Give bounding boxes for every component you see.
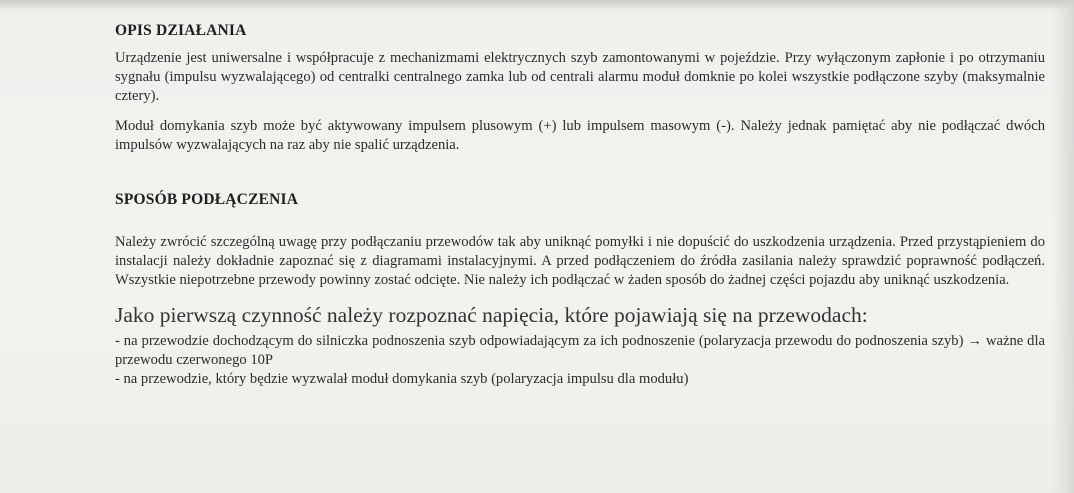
section-heading-sposob: SPOSÓB PODŁĄCZENIA: [115, 191, 299, 208]
voltage-list: [115, 332, 1045, 389]
paragraph-opis-1: Urządzenie jest uniwersalne i współpracuje z mechanizmami elektrycznych szyb zamontowanymi w pojeździe. Przy wyłączonym zapłonie i po otrzymaniu sygnału (impulsu wyzwalającego) od centralki centralnego zamka lub od centrali alarmu moduł domknie po kolei wszystkie podłączone szyby (maksymalnie cztery).: [115, 50, 1045, 104]
paragraph-opis-2: Moduł domykania szyb może być aktywowany impulsem plusowym (+) lub impulsem masowym (-). Należy jednak pamiętać aby nie podłączać dwóch impulsów wyzwalających na raz aby nie spalić urządzenia.: [115, 118, 1045, 153]
paragraph-sposob: Należy zwrócić szczególną uwagę przy podłączaniu przewodów tak aby uniknąć pomyłki i nie dopuścić do uszkodzenia urządzenia. Przed przystąpieniem do instalacji należy dokładnie zapoznać się z diagramami instalacyjnymi. A przed podłączeniem do źródła zasilania należy sprawdzić poprawność podłączeń. Wszystkie niepotrzebne przewody powinny zostać odcięte. Nie należy ich podłączać w żaden sposób do żadnej części pojazdu aby uniknąć uszkodzenia.: [115, 234, 1045, 288]
section-heading-opis: OPIS DZIAŁANIA: [115, 22, 247, 39]
lead-sentence: Jako pierwszą czynność należy rozpoznać napięcia, które pojawiają się na przewodach:: [115, 303, 868, 327]
page-fold-shadow: [0, 0, 1074, 10]
document-body: [115, 22, 1045, 389]
page-edge-shadow: [1052, 0, 1074, 493]
list-item: - na przewodzie, który będzie wyzwalał moduł domykania szyb (polaryzacja impulsu dla modułu): [115, 371, 689, 387]
list-item: - na przewodzie dochodzącym do silniczka podnoszenia szyb odpowiadającym za ich podnoszenie (polaryzacja przewodu do podnoszenia szyb) → ważne dla przewodu czerwonego 10P: [115, 333, 1045, 368]
